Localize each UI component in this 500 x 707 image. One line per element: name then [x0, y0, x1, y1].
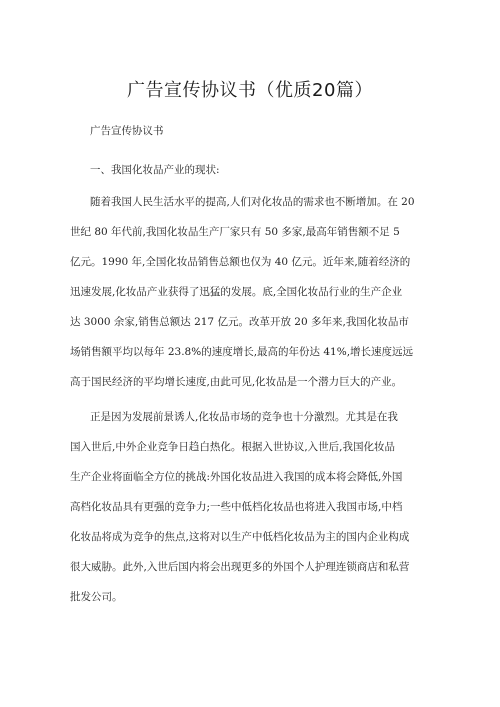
paragraph-line: 随着我国人民生活水平的提高,人们对化妆品的需求也不断增加。在 20 [90, 196, 415, 208]
paragraph-line: 生产企业将面临全方位的挑战:外国化妆品进入我国的成本将会降低,外国 [70, 471, 403, 483]
paragraph-line: 化妆品将成为竞争的焦点,这将对以生产中低档化妆品为主的国内企业构成 [70, 531, 410, 543]
paragraph-line: 达 3000 余家,销售总额达 217 亿元。改革开放 20 多年来,我国化妆品市 [70, 316, 409, 328]
paragraph-line: 高档化妆品具有更强的竞争力;一些中低档化妆品也将进入我国市场,中档 [70, 501, 403, 513]
paragraph-line: 批发公司。 [70, 591, 123, 603]
section-heading: 一、我国化妆品产业的现状: [90, 164, 220, 176]
paragraph-line: 迅速发展,化妆品产业获得了迅猛的发展。底,全国化妆品行业的生产企业 [70, 286, 403, 298]
paragraph-line: 场销售额平均以每年 23.8%的速度增长,最高的年份达 41%,增长速度远远 [70, 346, 414, 358]
paragraph-line: 世纪 80 年代前,我国化妆品生产厂家只有 50 多家,最高年销售额不足 5 [70, 226, 400, 238]
paragraph-line: 高于国民经济的平均增长速度,由此可见,化妆品是一个潜力巨大的产业。 [70, 376, 403, 388]
paragraph-line: 正是因为发展前景诱人,化妆品市场的竞争也十分激烈。尤其是在我 [90, 411, 398, 423]
document-subtitle: 广告宣传协议书 [90, 125, 164, 137]
paragraph-line: 亿元。1990 年,全国化妆品销售总额也仅为 40 亿元。近年来,随着经济的 [70, 256, 411, 268]
paragraph-line: 国入世后,中外企业竞争日趋白热化。根据入世协议,入世后,我国化妆品 [70, 441, 396, 453]
paragraph-line: 很大威胁。此外,入世后国内将会出现更多的外国个人护理连锁商店和私营 [70, 561, 410, 573]
document-title: 广告宣传协议书（优质20篇） [127, 80, 373, 101]
